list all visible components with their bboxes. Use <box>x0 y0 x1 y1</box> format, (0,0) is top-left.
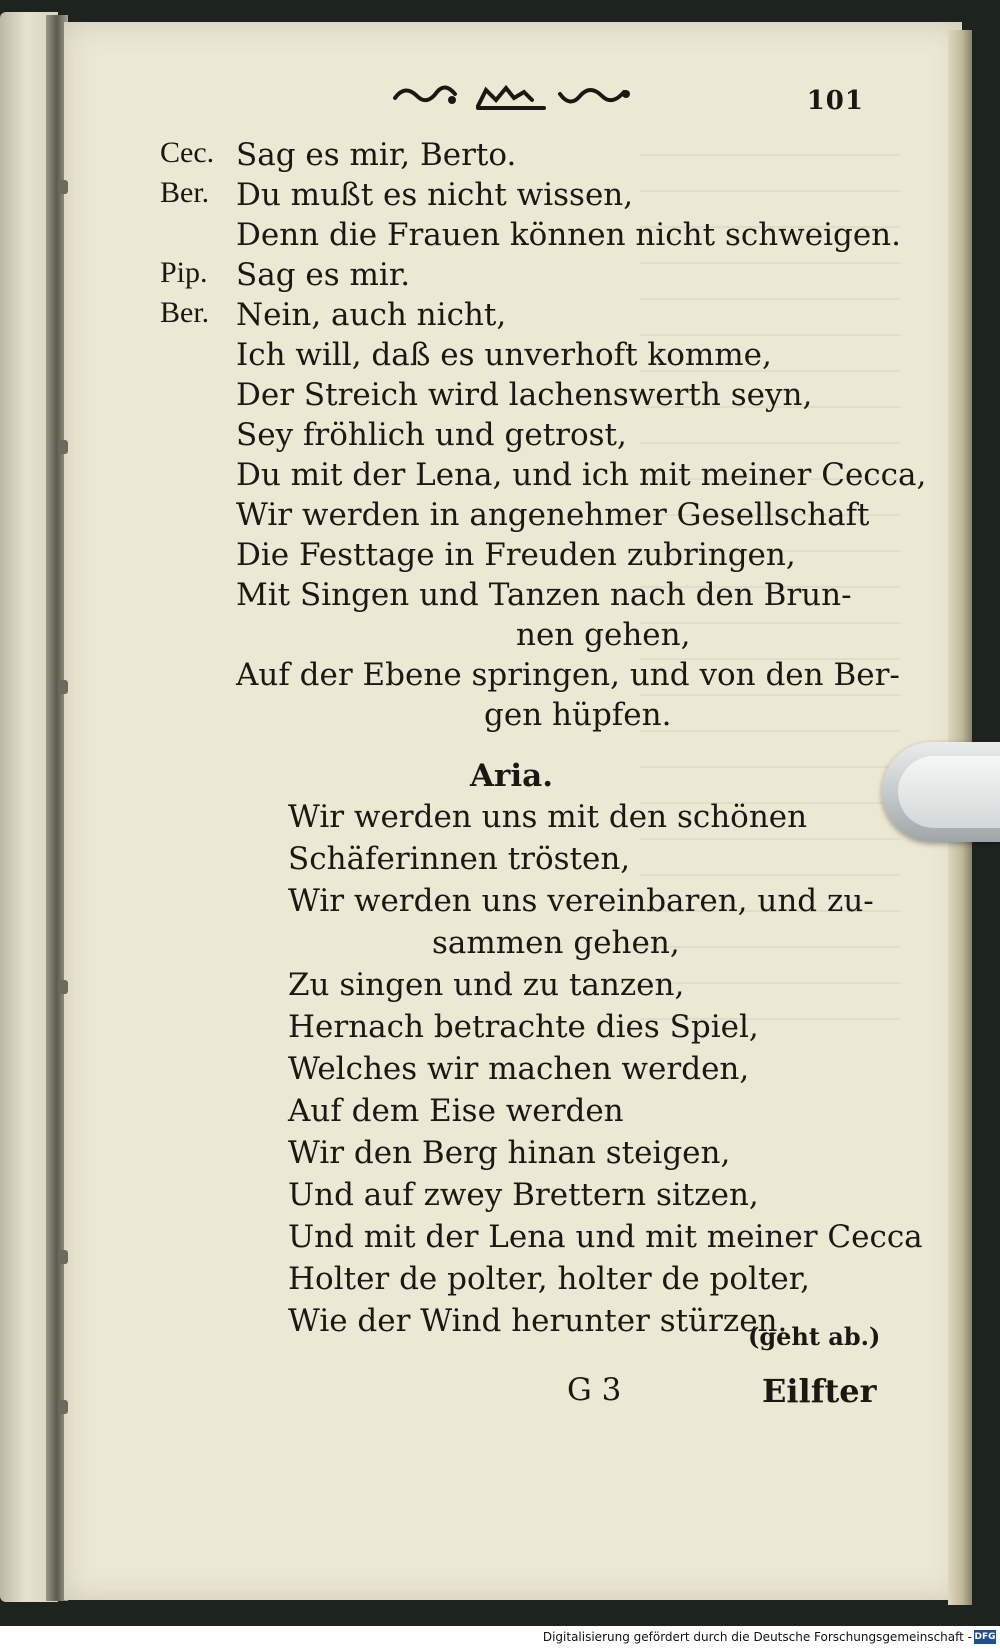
ornament-header-icon <box>390 80 640 114</box>
aria-line: Wir werden uns mit den schönen <box>288 799 808 835</box>
binding-stitch <box>58 440 68 454</box>
aria-line: Welches wir machen werden, <box>288 1051 750 1087</box>
dialogue-line: Die Festtage in Freuden zubringen, <box>236 537 796 573</box>
page-clip-highlight <box>898 756 1000 828</box>
dialogue-line: Auf der Ebene springen, und von den Ber- <box>236 657 900 693</box>
binding-stitch <box>58 680 68 694</box>
page-number: 101 <box>806 86 864 116</box>
aria-line: Wie der Wind herunter stürzen. <box>288 1303 788 1339</box>
dialogue-line: Sag es mir, Berto. <box>236 137 517 173</box>
aria-line: Wir den Berg hinan steigen, <box>288 1135 731 1171</box>
binding-stitch <box>58 180 68 194</box>
dialogue-line: Sey fröhlich und getrost, <box>236 417 627 453</box>
aria-line: Und mit der Lena und mit meiner Cecca <box>288 1219 923 1255</box>
dialogue-line: gen hüpfen. <box>484 697 672 733</box>
aria-line: Hernach betrachte dies Spiel, <box>288 1009 759 1045</box>
dfg-logo: DFG <box>974 1632 996 1642</box>
catchword: Eilfter <box>762 1372 877 1410</box>
aria-line: Schäferinnen trösten, <box>288 841 631 877</box>
aria-line: Und auf zwey Brettern sitzen, <box>288 1177 759 1213</box>
dialogue-line: Sag es mir. <box>236 257 411 293</box>
aria-line: Auf dem Eise werden <box>288 1093 624 1129</box>
dialogue-line: Wir werden in angenehmer Gesellschaft <box>236 497 870 533</box>
binding-stitch <box>58 1250 68 1264</box>
speaker-label: Ber. <box>160 176 210 209</box>
dialogue-line: Nein, auch nicht, <box>236 297 507 333</box>
binding-stitch <box>58 1400 68 1414</box>
speaker-label: Ber. <box>160 296 210 329</box>
binding-stitch <box>58 980 68 994</box>
stage-direction: (geht ab.) <box>748 1322 881 1351</box>
dialogue-line: Du mußt es nicht wissen, <box>236 177 634 213</box>
aria-heading: Aria. <box>470 758 554 794</box>
dialogue-line: Mit Singen und Tanzen nach den Brun- <box>236 577 852 613</box>
aria-line: Holter de polter, holter de polter, <box>288 1261 811 1297</box>
dialogue-line: nen gehen, <box>516 617 691 653</box>
aria-line: Zu singen und zu tanzen, <box>288 967 685 1003</box>
aria-line: sammen gehen, <box>432 925 680 961</box>
dialogue-line: Ich will, daß es unverhoft komme, <box>236 337 772 373</box>
signature-mark: G 3 <box>567 1372 622 1408</box>
aria-line: Wir werden uns vereinbaren, und zu- <box>288 883 874 919</box>
dialogue-line: Du mit der Lena, und ich mit meiner Cecca, <box>236 457 927 493</box>
dialogue-line: Denn die Frauen können nicht schweigen. <box>236 217 901 253</box>
speaker-label: Pip. <box>160 256 208 289</box>
footer-credit: Digitalisierung gefördert durch die Deutsche Forschungsgemeinschaft - <box>542 1630 972 1644</box>
speaker-label: Cec. <box>160 136 215 169</box>
dialogue-line: Der Streich wird lachenswerth seyn, <box>236 377 813 413</box>
